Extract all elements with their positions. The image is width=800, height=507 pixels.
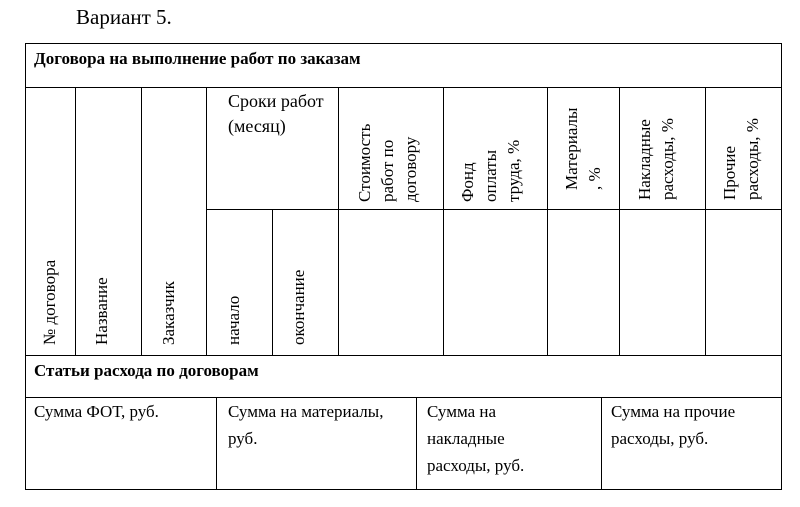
col-materials: Материалы , % — [562, 107, 604, 190]
col-end: окончание — [289, 269, 308, 345]
title-divider — [25, 87, 782, 88]
col-overhead: Накладные расходы, % — [635, 118, 677, 200]
col-number: № договора — [40, 259, 59, 345]
col-customer: Заказчик — [159, 281, 178, 345]
sum-materials-cell: Сумма на материалы, руб. — [228, 402, 384, 448]
sum-fot-cell: Сумма ФОТ, руб. — [34, 402, 159, 421]
col-cost: Стоимость работ по договору — [355, 123, 420, 202]
col-terms: Сроки работ (месяц) — [228, 91, 324, 136]
col-other: Прочие расходы, % — [720, 118, 762, 200]
table1-title: Договора на выполнение работ по заказам — [34, 49, 361, 68]
variant-heading: Вариант 5. — [76, 5, 172, 29]
sum-other-cell: Сумма на прочие расходы, руб. — [611, 402, 736, 448]
col-start: начало — [224, 295, 243, 345]
sum-overhead-cell: Сумма на накладные расходы, руб. — [427, 402, 525, 475]
col-fund: Фонд оплаты труда, % — [458, 139, 523, 202]
table2-title: Статьи расхода по договорам — [34, 361, 259, 380]
header-bottom-divider — [25, 355, 782, 356]
col-name: Название — [92, 277, 111, 345]
